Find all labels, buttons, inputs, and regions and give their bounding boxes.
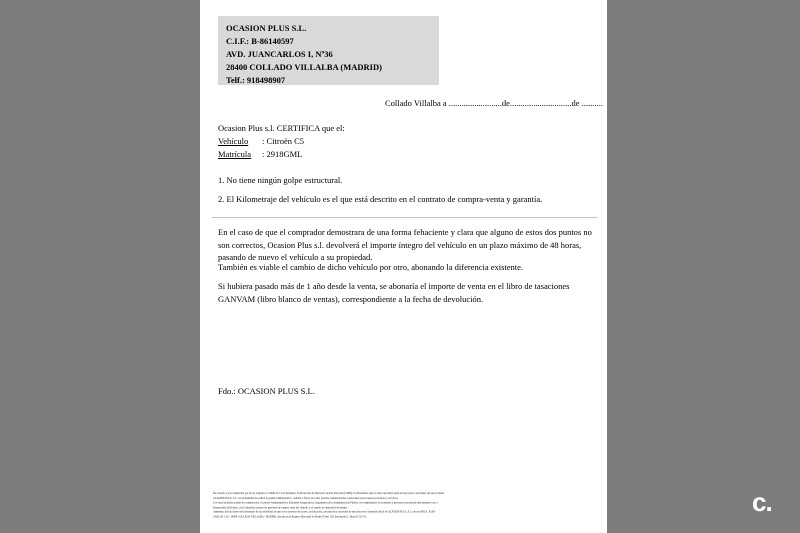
vehicle-field-value: : Citroën C5 bbox=[262, 136, 305, 146]
letterhead-phone: Telf.: 918498907 bbox=[226, 75, 286, 85]
plate-field bbox=[218, 148, 345, 161]
certification-block bbox=[218, 122, 345, 161]
numbered-points bbox=[218, 174, 598, 211]
letterhead-address: AVD. JUANCARLOS I, Nº36 bbox=[226, 49, 333, 59]
certify-intro: Ocasion Plus s.l. CERTIFICA que el: bbox=[218, 123, 345, 133]
date-line: Collado Villalba a .........................de.............................de .......... bbox=[385, 98, 603, 108]
vehicle-field bbox=[218, 135, 345, 148]
signature-line: Fdo.: OCASION PLUS S.L. bbox=[218, 386, 315, 396]
horizontal-divider bbox=[212, 217, 598, 218]
letterhead-block bbox=[218, 16, 439, 85]
site-logo-watermark: c. bbox=[752, 487, 772, 517]
letterhead-cif: C.I.F.: B-86140597 bbox=[226, 36, 294, 46]
legal-line: Responsable del fichero, con la finalidad realizar las gestiones de compra venta del vehículo y el cambio de titularidad del mismo. bbox=[213, 505, 348, 509]
legal-line: OCASIÓN PLUS, S.L. con la finalidad de realizar la gestión administrativa, contable y fiscal, así como enviarle comunicaciones comerciales sobre nuestros productos y servicios. bbox=[213, 496, 399, 500]
paragraph-exchange: También es viable el cambio de dicho vehículo por otro, abonando la diferencia existente. bbox=[218, 262, 524, 272]
legal-line: De acuerdo con lo establecido por la Ley Orgánica 15/1999, de 13 de diciembre, de Protección de Datos de Carácter Personal (LOPD), le informamos que los datos aportados serán incorporados a un fichero del que es titular bbox=[213, 491, 445, 495]
vehicle-field-label: Vehículo bbox=[218, 136, 249, 146]
point-2: 2. El Kilometraje del vehículo es el que está descrito en el contrato de compra-venta y garantía. bbox=[218, 193, 543, 204]
paragraph-ganvam: Si hubiera pasado más de 1 año desde la venta, se abonaría el importe de venta en el libro de tasaciones GANVAM (libro blanco de ventas), correspondiente a la fecha de devolución. bbox=[218, 281, 570, 304]
document-page bbox=[200, 0, 607, 533]
legal-line: CARLOS I, 36 - 28400 COLLADO VILLALBA - MADRID. Inscrita en el Registro Mercantil de Madrid Tomo 130, Inscripción 1, Hoja M 512731. bbox=[213, 514, 367, 519]
plate-field-value: : 2918GML bbox=[262, 149, 303, 159]
letterhead-city: 28400 COLLADO VILLALBA (MADRID) bbox=[226, 62, 382, 72]
plate-field-label: Matrícula bbox=[218, 149, 252, 159]
point-1: 1. No tiene ningún golpe estructural. bbox=[218, 175, 343, 185]
legal-line: Los datos incluidos podrán ser comunicados a Gestores Administrativos, Entidades Aseguradoras, Organismos de la Administración Pública con competencias en la materia y personas relacionadas directamente con el bbox=[213, 501, 438, 505]
legal-line: Asimismo, declara haber sido informado de la posibilidad de ejercer los derechos de acceso, rectificación, cancelación y oposición de mis datos en el domicilio fiscal de OCASIÓN PLUS, S.L. sito en AVDA. JUAN bbox=[213, 510, 436, 514]
legal-fine-print bbox=[213, 491, 610, 519]
letterhead-company-name: OCASION PLUS S.L. bbox=[226, 23, 307, 33]
paragraph-refund-terms: En el caso de que el comprador demostrara de una forma fehaciente y clara que alguno de estos dos puntos no son correctos, Ocasion Plus s.l. devolverá el importe íntegro del vehículo en un plazo máximo de 48 horas, pasando de nuevo el vehículo a su propiedad. bbox=[218, 227, 592, 262]
